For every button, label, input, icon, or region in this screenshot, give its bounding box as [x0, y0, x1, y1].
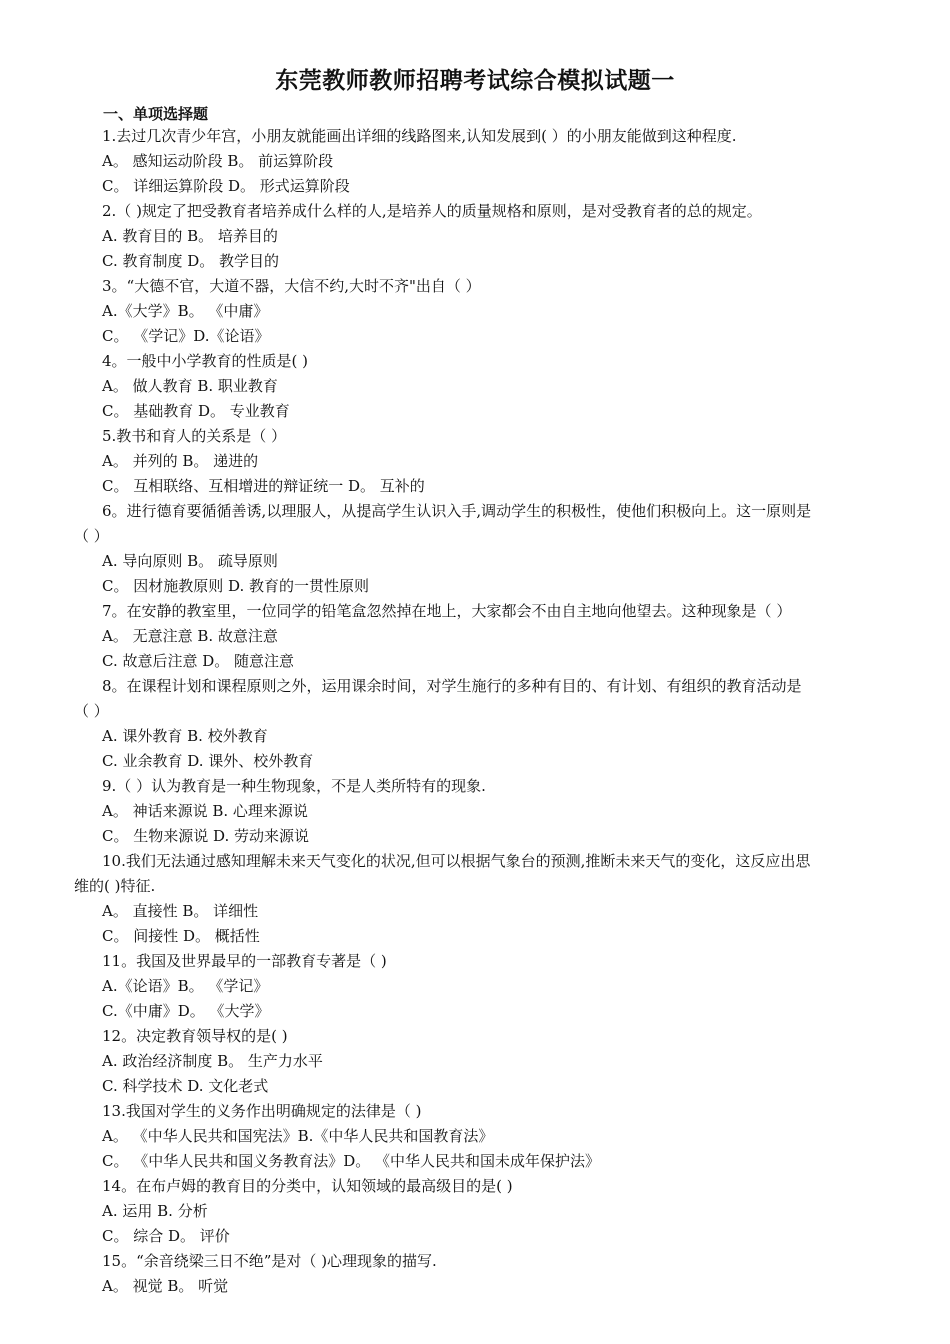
- page-title: 东莞教师教师招聘考试综合模拟试题一: [275, 68, 675, 94]
- option-row: A。 并列的 B。 递进的: [102, 452, 259, 470]
- question-11: [74, 949, 894, 1024]
- question-text: 15。“余音绕梁三日不绝”是对（ )心理现象的描写.: [102, 1252, 437, 1270]
- section-heading: 一、单项选择题: [103, 105, 209, 123]
- option-row: A. 运用 B. 分析: [102, 1202, 208, 1220]
- option-row: C。 互相联络、互相增进的辩证统一 D。 互补的: [102, 477, 425, 495]
- option-row: C。 详细运算阶段 D。 形式运算阶段: [102, 177, 350, 195]
- option-row: A。 《中华人民共和国宪法》B.《中华人民共和国教育法》: [102, 1127, 494, 1145]
- question-text: 4。一般中小学教育的性质是( ): [102, 352, 309, 370]
- question-text: 8。在课程计划和课程原则之外，运用课余时间，对学生施行的多种有目的、有计划、有组织的教育活动是: [102, 677, 802, 695]
- option-row: A。 无意注意 B. 故意注意: [102, 627, 278, 645]
- question-3: [74, 274, 894, 349]
- option-row: A。 直接性 B。 详细性: [102, 902, 259, 920]
- question-8: [74, 674, 894, 774]
- question-text: 1.去过几次青少年宫，小朋友就能画出详细的线路图来,认知发展到( ）的小朋友能做到这种程度.: [102, 127, 737, 145]
- question-text: 6。进行德育要循循善诱,以理服人，从提高学生认识入手,调动学生的积极性，使他们积极向上。这一原则是: [102, 502, 812, 520]
- option-row: C。 间接性 D。 概括性: [102, 927, 260, 945]
- question-5: [74, 424, 894, 499]
- question-text: 11。我国及世界最早的一部教育专著是（ ): [102, 952, 387, 970]
- option-row: A.《论语》B。 《学记》: [102, 977, 269, 995]
- question-text: 7。在安静的教室里，一位同学的铅笔盒忽然掉在地上，大家都会不由自主地向他望去。这种现象是（ ）: [102, 602, 792, 620]
- question-list: [74, 124, 894, 1299]
- option-row: A. 课外教育 B. 校外教育: [102, 727, 268, 745]
- option-row: A。 感知运动阶段 B。 前运算阶段: [102, 152, 334, 170]
- option-row: C. 故意后注意 D。 随意注意: [102, 652, 295, 670]
- option-row: C。 基础教育 D。 专业教育: [102, 402, 290, 420]
- question-2: [74, 199, 894, 274]
- option-row: A。 做人教育 B. 职业教育: [102, 377, 278, 395]
- option-row: A. 政治经济制度 B。 生产力水平: [102, 1052, 323, 1070]
- option-row: C. 科学技术 D. 文化老式: [102, 1077, 269, 1095]
- option-row: A. 导向原则 B。 疏导原则: [102, 552, 278, 570]
- option-row: C. 业余教育 D. 课外、校外教育: [102, 752, 314, 770]
- option-row: C。 《学记》D.《论语》: [102, 327, 270, 345]
- option-row: C。 《中华人民共和国义务教育法》D。 《中华人民共和国未成年保护法》: [102, 1152, 601, 1170]
- question-text-continued: 维的( )特征.: [74, 877, 156, 895]
- option-row: C。 综合 D。 评价: [102, 1227, 230, 1245]
- question-text: 12。决定教育领导权的是( ): [102, 1027, 288, 1045]
- question-text: 9.（ ）认为教育是一种生物现象，不是人类所特有的现象.: [102, 777, 486, 795]
- option-row: A. 教育目的 B。 培养目的: [102, 227, 278, 245]
- question-text: 2.（ )规定了把受教育者培养成什么样的人,是培养人的质量规格和原则，是对受教育者的总的规定。: [102, 202, 762, 220]
- question-7: [74, 599, 894, 674]
- question-1: [74, 124, 894, 199]
- question-15: [74, 1249, 894, 1299]
- question-13: [74, 1099, 894, 1174]
- option-row: C.《中庸》D。 《大学》: [102, 1002, 270, 1020]
- question-6: [74, 499, 894, 599]
- question-10: [74, 849, 894, 949]
- question-text: 5.教书和育人的关系是（ ）: [102, 427, 287, 445]
- question-text: 13.我国对学生的义务作出明确规定的法律是（ ): [102, 1102, 422, 1120]
- question-text: 10.我们无法通过感知理解未来天气变化的状况,但可以根据气象台的预测,推断未来天气的变化，这反应出思: [102, 852, 811, 870]
- option-row: A.《大学》B。 《中庸》: [102, 302, 269, 320]
- option-row: A。 视觉 B。 听觉: [102, 1277, 229, 1295]
- question-12: [74, 1024, 894, 1099]
- option-row: C. 教育制度 D。 教学目的: [102, 252, 280, 270]
- question-text: 14。在布卢姆的教育目的分类中，认知领域的最高级目的是( ): [102, 1177, 513, 1195]
- question-14: [74, 1174, 894, 1249]
- question-9: [74, 774, 894, 849]
- option-row: C。 生物来源说 D. 劳动来源说: [102, 827, 310, 845]
- question-text: 3。“大德不官，大道不器，大信不约,大时不齐"出自（ ）: [102, 277, 481, 295]
- option-row: A。 神话来源说 B. 心理来源说: [102, 802, 308, 820]
- question-4: [74, 349, 894, 424]
- question-text-continued: （ ）: [74, 527, 109, 545]
- question-text-continued: （ ）: [74, 702, 109, 720]
- option-row: C。 因材施教原则 D. 教育的一贯性原则: [102, 577, 370, 595]
